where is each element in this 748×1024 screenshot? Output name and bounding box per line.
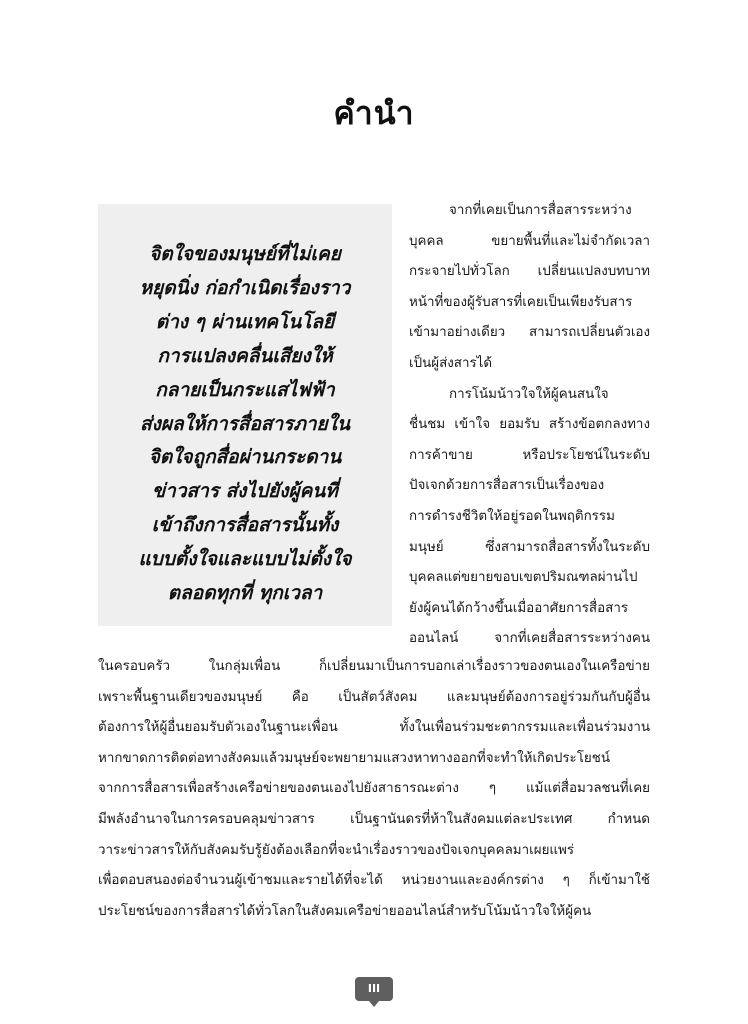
body-line: เข้ามาอย่างเดียว สามารถเปลี่ยนตัวเอง: [409, 325, 650, 341]
body-line: จากที่เคยเป็นการสื่อสารระหว่าง: [449, 203, 632, 218]
body-line: บุคคล ขยายพื้นที่และไม่จำกัดเวลา: [409, 233, 650, 249]
body-line: ประโยชน์ของการสื่อสารได้ทั่วโลกในสังคมเครือข่ายออนไลน์สำหรับโน้มน้าวใจให้ผู้คน: [98, 903, 592, 919]
body-line: ปัจเจกด้วยการสื่อสารเป็นเรื่องของ: [409, 478, 605, 494]
body-line: วาระข่าวสารให้กับสังคมรับรู้ยังต้องเลือกที่จะนำเรื่องราวของปัจเจกบุคคลมาเผยแพร่: [98, 842, 575, 858]
pull-quote-box: [98, 204, 392, 626]
body-line: ในครอบครัว ในกลุ่มเพื่อน ก็เปลี่ยนมาเป็นการบอกเล่าเรื่องราวของตนเองในเครือข่าย: [98, 659, 650, 674]
pull-quote-line: การแปลงคลื่นเสียงให้: [157, 344, 333, 367]
pull-quote-line: แบบตั้งใจและแบบไม่ตั้งใจ: [138, 548, 352, 571]
pull-quote-line: หยุดนิ่ง ก่อกำเนิดเรื่องราว: [139, 276, 351, 299]
body-line: ออนไลน์ จากที่เคยสื่อสารระหว่างคน: [409, 631, 650, 647]
body-line: ยังผู้คนได้กว้างขึ้นเมื่ออาศัยการสื่อสาร: [409, 600, 629, 616]
page-title: คำนำ: [333, 94, 415, 132]
pull-quote-line: ส่งผลให้การสื่อสารภายใน: [140, 412, 350, 435]
body-line: เป็นผู้ส่งสารได้: [409, 355, 493, 371]
body-line: เพราะพื้นฐานเดียวของมนุษย์ คือ เป็นสัตว์สังคม และมนุษย์ต้องการอยู่ร่วมกันกับผู้อื่น: [98, 689, 650, 705]
body-line: หน้าที่ของผู้รับสารที่เคยเป็นเพียงรับสาร: [409, 294, 633, 310]
pull-quote-line: ต่าง ๆ ผ่านเทคโนโลยี: [155, 310, 335, 333]
body-line: การโน้มน้าวใจให้ผู้คนสนใจ: [449, 386, 609, 402]
pull-quote-line: ข่าวสาร ส่งไปยังผู้คนที่: [152, 480, 338, 503]
pull-quote-line: ตลอดทุกที่ ทุกเวลา: [167, 582, 323, 605]
body-text-full-width: [98, 652, 650, 927]
pull-quote-line: จิตใจถูกสื่อผ่านกระดาน: [148, 446, 342, 469]
body-line: หากขาดการติดต่อทางสังคมแล้วมนุษย์จะพยายามแสวงหาทางออกที่จะทำให้เกิดประโยชน์: [98, 750, 610, 766]
body-line: กระจายไปทั่วโลก เปลี่ยนแปลงบทบาท: [409, 264, 650, 280]
body-line: มนุษย์ ซึ่งสามารถสื่อสารทั้งในระดับ: [409, 539, 650, 555]
pull-quote-line: เข้าถึงการสื่อสารนั้นทั้ง: [151, 514, 339, 537]
body-line: ต้องการให้ผู้อื่นยอมรับตัวเองในฐานะเพื่อน ทั้งในเพื่อนร่วมชะตากรรมและเพื่อนร่วมงาน: [98, 720, 650, 736]
body-line: มีพลังอำนาจในการครอบคลุมข่าวสาร เป็นฐานันดรที่ห้าในสังคมแต่ละประเทศ กำหนด: [98, 811, 650, 827]
pull-quote-line: จิตใจของมนุษย์ที่ไม่เคย: [149, 243, 341, 265]
body-line: การดำรงชีวิตให้อยู่รอดในพฤติกรรม: [409, 508, 615, 524]
body-line: การค้าขาย หรือประโยชน์ในระดับ: [409, 447, 650, 463]
body-line: จากการสื่อสารเพื่อสร้างเครือข่ายของตนเองไปยังสาธารณะต่าง ๆ แม้แต่สื่อมวลชนที่เคย: [98, 781, 650, 797]
pull-quote-line: กลายเป็นกระแสไฟฟ้า: [155, 378, 335, 401]
body-line: บุคคลแต่ขยายขอบเขตปริมณฑลผ่านไป: [409, 570, 638, 586]
body-line: ชื่นชม เข้าใจ ยอมรับ สร้างข้อตกลงทาง: [409, 417, 650, 433]
page-number-tab: III: [355, 977, 393, 1001]
body-text-side-column: [409, 196, 650, 655]
body-line: เพื่อตอบสนองต่อจำนวนผู้เข้าชมและรายได้ที่จะได้ หน่วยงานและองค์กรต่าง ๆ ก็เข้ามาใช้: [98, 873, 650, 889]
